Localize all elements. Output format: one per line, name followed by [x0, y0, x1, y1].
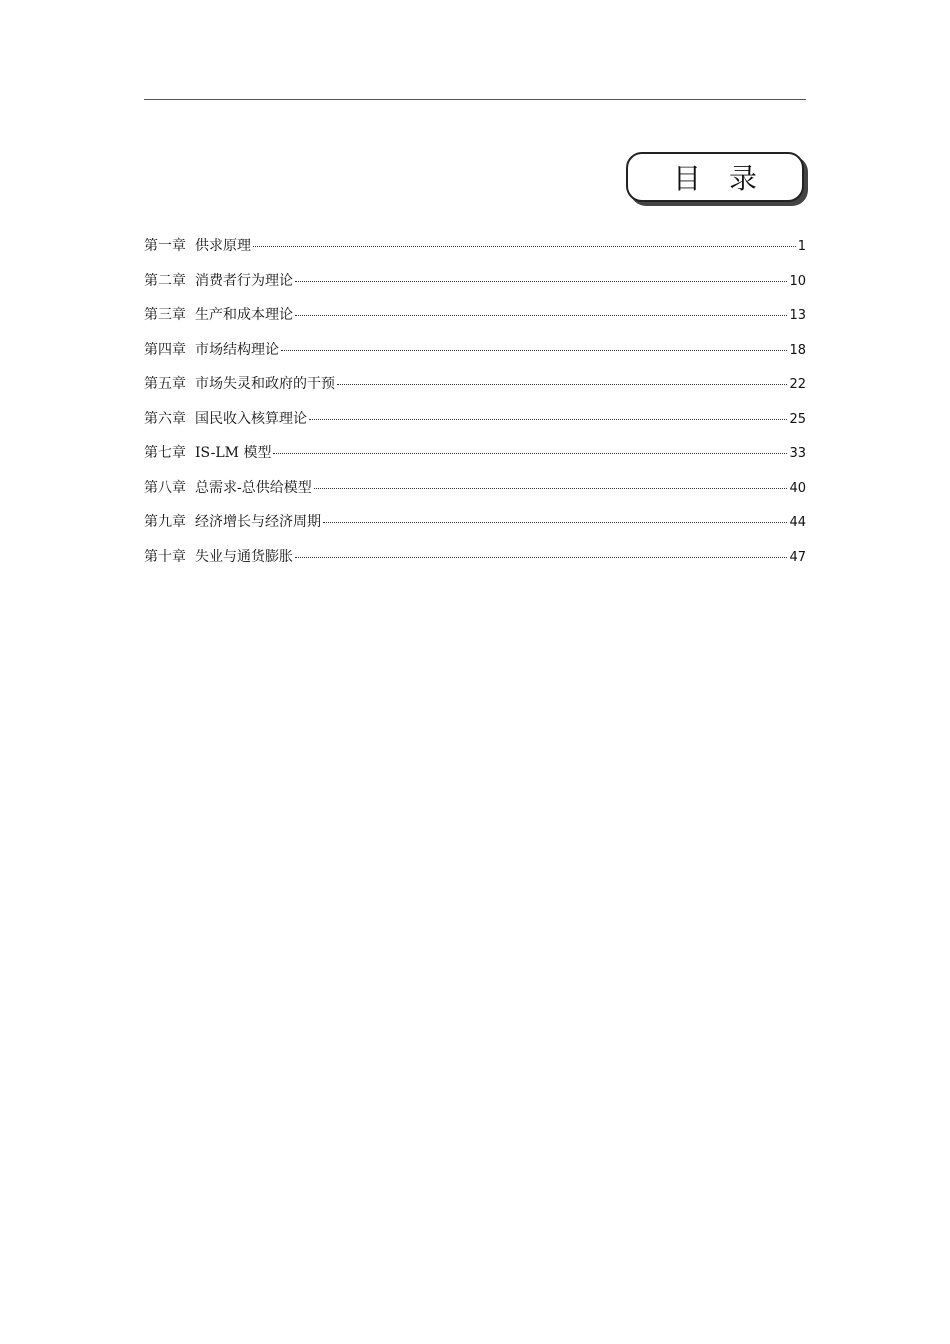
toc-page-number: 18	[789, 342, 806, 358]
toc-entry[interactable]	[144, 547, 806, 582]
toc-entry[interactable]	[144, 271, 806, 306]
toc-chapter-number: 第二章	[144, 272, 186, 289]
toc-chapter-title: 国民收入核算理论	[195, 410, 307, 427]
toc-chapter-number: 第七章	[144, 445, 186, 461]
toc-page-number: 40	[789, 480, 806, 496]
toc-dot-leader	[309, 419, 787, 420]
toc-dot-leader	[281, 350, 787, 351]
toc-chapter-title: 消费者行为理论	[195, 272, 293, 289]
toc-chapter-title: 市场失灵和政府的干预	[195, 376, 335, 392]
toc-chapter-number: 第三章	[144, 307, 186, 323]
toc-chapter-number: 第四章	[144, 341, 186, 358]
toc-title-box	[626, 152, 804, 202]
toc-chapter-title: 市场结构理论	[195, 341, 279, 358]
toc-dot-leader	[337, 384, 787, 385]
toc-chapter-title: 供求原理	[195, 238, 251, 254]
toc-page-number: 10	[789, 273, 806, 289]
toc-chapter-number: 第五章	[144, 376, 186, 392]
toc-entry[interactable]	[144, 305, 806, 340]
toc-dot-leader	[273, 453, 787, 454]
toc-dot-leader	[253, 246, 796, 247]
header-rule	[144, 99, 806, 100]
toc-page-number: 25	[789, 411, 806, 427]
toc-page-number: 33	[789, 446, 806, 461]
toc-entry[interactable]	[144, 340, 806, 375]
toc-chapter-title: 生产和成本理论	[195, 307, 293, 323]
toc-page-number: 22	[789, 377, 806, 392]
toc-dot-leader	[295, 281, 787, 282]
toc-chapter-number: 第一章	[144, 238, 186, 254]
toc-chapter-number: 第八章	[144, 479, 186, 496]
toc-chapter-title: 经济增长与经济周期	[195, 514, 321, 530]
toc-entry[interactable]	[144, 443, 806, 478]
toc-entry[interactable]	[144, 374, 806, 409]
table-of-contents	[144, 236, 806, 581]
toc-chapter-number: 第六章	[144, 410, 186, 427]
toc-entry[interactable]	[144, 512, 806, 547]
toc-entry[interactable]	[144, 236, 806, 271]
toc-page-number: 13	[789, 308, 806, 323]
toc-chapter-number: 第九章	[144, 514, 186, 530]
toc-page-number: 1	[797, 239, 806, 254]
toc-chapter-title: 总需求-总供给模型	[195, 479, 312, 496]
toc-heading: 目录	[672, 162, 785, 195]
toc-page-number: 44	[789, 515, 806, 530]
toc-dot-leader	[314, 488, 788, 489]
toc-dot-leader	[323, 522, 787, 523]
toc-dot-leader	[295, 315, 787, 316]
toc-page-number: 47	[789, 549, 806, 565]
toc-chapter-title: IS-LM 模型	[195, 445, 272, 461]
toc-chapter-title: 失业与通货膨胀	[195, 548, 293, 565]
toc-entry[interactable]	[144, 478, 806, 513]
toc-dot-leader	[295, 557, 787, 558]
toc-entry[interactable]	[144, 409, 806, 444]
toc-chapter-number: 第十章	[144, 548, 186, 565]
